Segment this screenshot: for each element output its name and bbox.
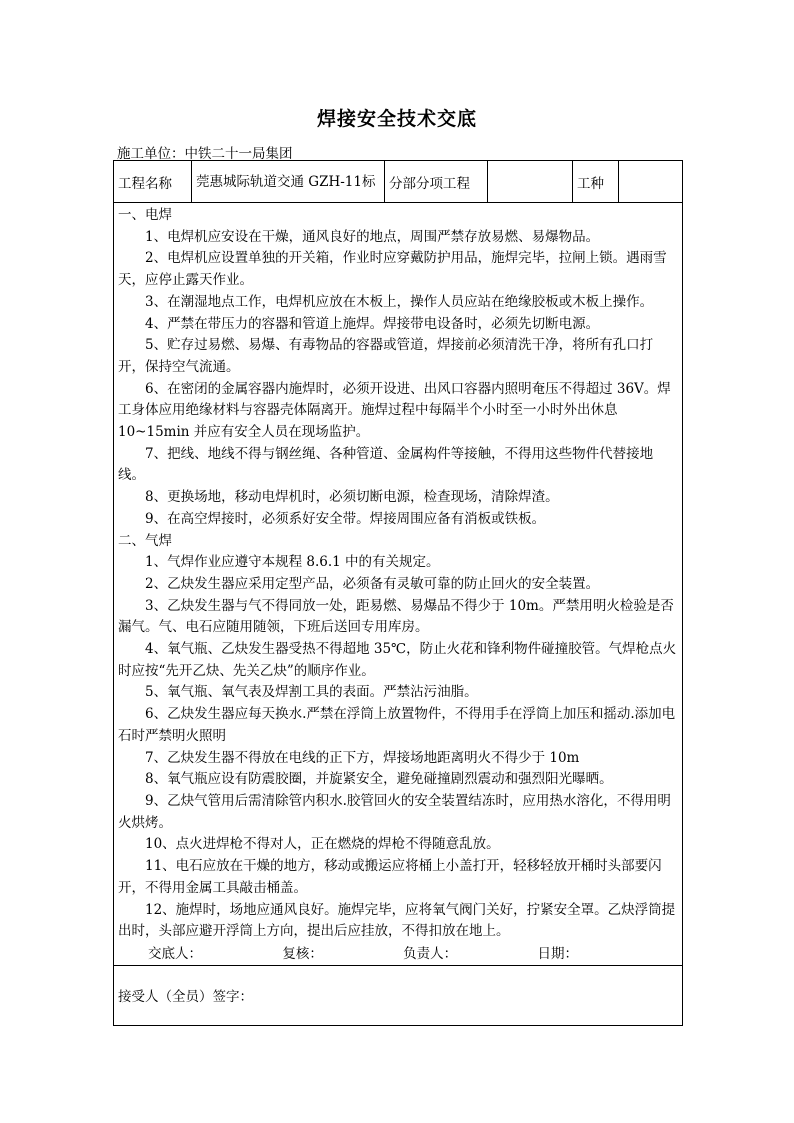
list-item: 12、施焊时，场地应通风良好。施焊完毕，应将氧气阀门关好，拧紧安全罩。乙炔浮筒提出时，头部应避开浮筒上方向，提出后应挂放，不得扣放在地上。 bbox=[118, 901, 676, 940]
trade-label: 工种 bbox=[573, 161, 619, 203]
reviewer-label: 复核： bbox=[282, 945, 323, 962]
list-item: 5、氧气瓶、氧气表及焊割工具的表面。严禁沾污油脂。 bbox=[145, 684, 478, 701]
list-item: 6、乙炔发生器应每天换水.严禁在浮筒上放置物件，不得用手在浮筒上加压和摇动.添加电石时严禁明火照明 bbox=[118, 706, 676, 744]
trade-value bbox=[619, 161, 683, 203]
list-item: 2、电焊机应设置单独的开关箱，作业时应穿戴防护用品，施焊完毕，拉闸上锁。遇雨雪天，应停止露天作业。 bbox=[118, 250, 667, 289]
list-item: 9、乙炔气管用后需清除管内积水.胶管回火的安全装置结冻时，应用热水溶化，不得用明火烘烤。 bbox=[118, 792, 671, 831]
list-item: 6、在密闭的金属容器内施焊时，必须开设进、出风口容器内照明奄压不得超过 36V。焊工身体应用绝缘材料与容器壳体隔离开。施焊过程中每隔半个小时至一小时外出休息 10~15min 并应有安全人员在现场监护。 bbox=[118, 380, 671, 441]
list-item: 8、更换场地，移动电焊机时，必须切断电源，检查现场，清除焊渣。 bbox=[145, 489, 559, 506]
list-item: 3、在潮湿地点工作，电焊机应放在木板上，操作人员应站在绝缘胶板或木板上操作。 bbox=[145, 293, 654, 310]
construction-unit: 施工单位：中铁二十一局集团 bbox=[117, 146, 293, 162]
list-item: 7、乙炔发生器不得放在电线的正下方，焊接场地距离明火不得少于 10m bbox=[145, 749, 580, 766]
discloser-label: 交底人： bbox=[148, 945, 202, 962]
project-name-value: 莞惠城际轨道交通 GZH-11标 bbox=[192, 161, 385, 203]
project-name-label: 工程名称 bbox=[114, 161, 192, 203]
header-row bbox=[114, 161, 683, 203]
list-item: 1、气焊作业应遵守本规程 8.6.1 中的有关规定。 bbox=[145, 554, 440, 571]
list-item: 4、氧气瓶、乙炔发生器受热不得超地 35℃，防止火花和锋利物件碰撞胶管。气焊枪点火时应按“先开乙炔、先关乙炔”的顺序作业。 bbox=[118, 641, 677, 679]
list-item: 2、乙炔发生器应采用定型产品，必须备有灵敏可靠的防止回火的安全装置。 bbox=[145, 575, 600, 592]
list-item: 10、点火进焊枪不得对人，正在燃烧的焊枪不得随意乱放。 bbox=[145, 836, 500, 853]
disclosure-table bbox=[113, 160, 683, 1026]
list-item: 11、电石应放在干燥的地方，移动或搬运应将桶上小盖打开，轻移轻放开桶时头部要闪开，不得用金属工具敲击桶盖。 bbox=[118, 858, 662, 896]
subproject-value bbox=[488, 161, 573, 203]
document-title: 焊接安全技术交底 bbox=[316, 108, 477, 130]
date-label: 日期： bbox=[537, 945, 578, 962]
list-item: 4、严禁在带压力的容器和管道上施焊。焊接带电设备时，必须先切断电源。 bbox=[145, 315, 600, 332]
signature-line bbox=[118, 943, 678, 965]
receiver-row bbox=[114, 965, 683, 1025]
list-item: 7、把线、地线不得与钢丝绳、各种管道、金属构件等接触，不得用这些物件代替接地线。 bbox=[118, 445, 654, 484]
list-item: 9、在高空焊接时，必须系好安全带。焊接周围应备有消板或铁板。 bbox=[145, 510, 546, 527]
responsible-label: 负责人： bbox=[403, 945, 458, 962]
list-item: 8、氧气瓶应设有防震胶圈，并旋紧安全，避免碰撞剧烈震动和强烈阳光曝晒。 bbox=[145, 771, 613, 788]
list-item: 5、贮存过易燃、易爆、有毒物品的容器或管道，焊接前必须清洗干净，将所有孔口打开，保持空气流通。 bbox=[118, 337, 654, 375]
section-heading-gas: 二、气焊 bbox=[118, 532, 172, 549]
content-row bbox=[114, 203, 683, 966]
list-item: 3、乙炔发生器与气不得同放一处，距易燃、易爆品不得少于 10m。严禁用明火检验是否漏气。气、电石应随用随领，下班后送回专用库房。 bbox=[118, 597, 674, 636]
section-heading-electric: 一、电焊 bbox=[118, 207, 172, 223]
subproject-label: 分部分项工程 bbox=[385, 161, 488, 203]
list-item: 1、电焊机应安设在干燥，通风良好的地点，周围严禁存放易燃、易爆物品。 bbox=[145, 228, 600, 245]
content-cell bbox=[114, 203, 683, 966]
receiver-signature-cell: 接受人（全员）签字： bbox=[114, 965, 683, 1025]
